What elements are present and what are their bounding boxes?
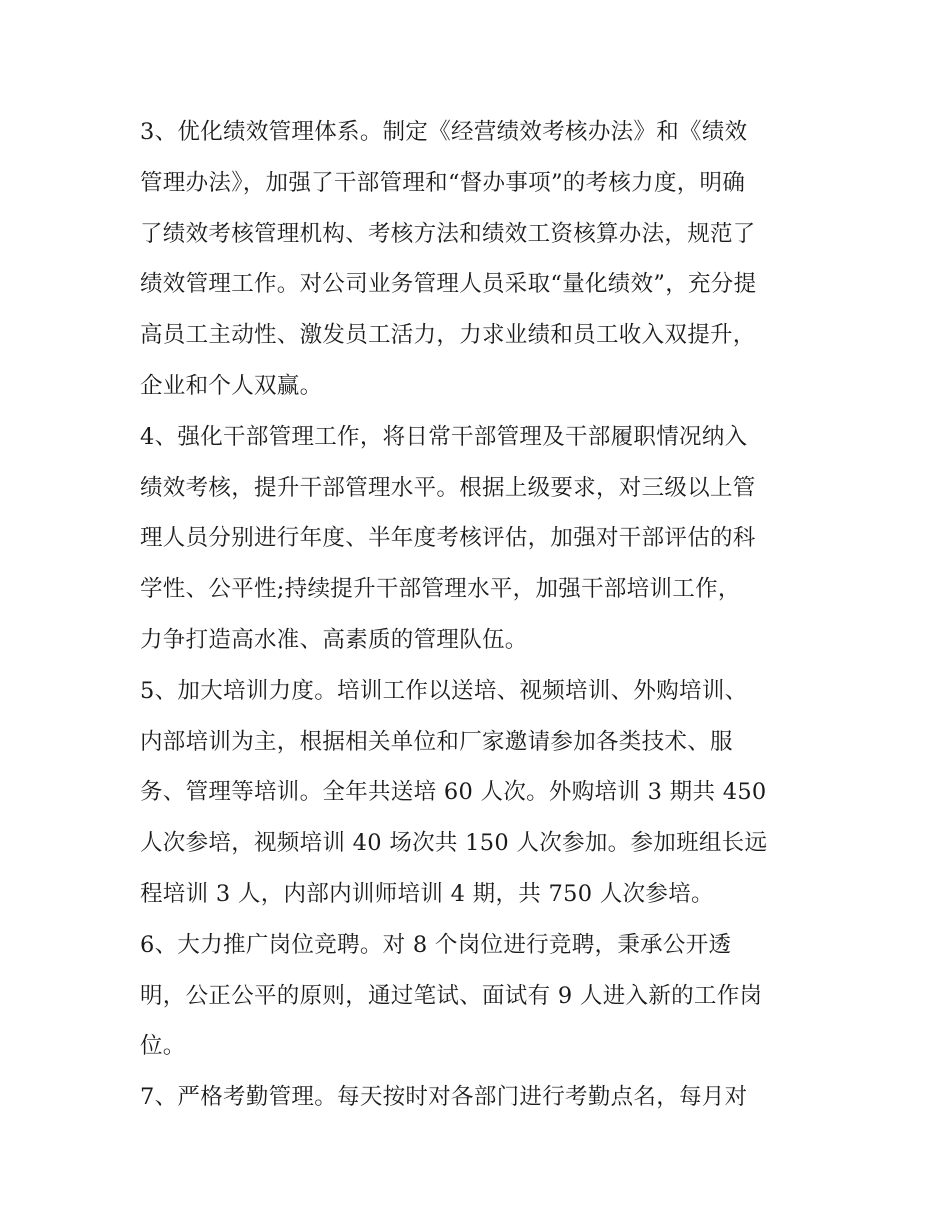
text-line: 学性、公平性;持续提升干部管理水平，加强干部培训工作， [140, 576, 741, 603]
text-line: 管理办法》，加强了干部管理和“督办事项”的考核力度，明确 [140, 169, 746, 196]
text-line: 明，公正公平的原则，通过笔试、面试有 9 人进入新的工作岗 [140, 982, 763, 1009]
text-line: 绩效考核，提升干部管理水平。根据上级要求，对三级以上管 [140, 474, 756, 501]
text-line: 6、大力推广岗位竞聘。对 8 个岗位进行竞聘，秉承公开透 [140, 931, 732, 958]
text-line: 高员工主动性、激发员工活力，力求业绩和员工收入双提升， [140, 322, 756, 349]
text-line: 了绩效考核管理机构、考核方法和绩效工资核算办法，规范了 [140, 220, 756, 247]
text-line: 力争打造高水准、高素质的管理队伍。 [140, 626, 528, 653]
text-line: 程培训 3 人，内部内训师培训 4 期，共 750 人次参培。 [140, 880, 714, 907]
text-line: 企业和个人双赢。 [140, 372, 323, 399]
text-line: 内部培训为主，根据相关单位和厂家邀请参加各类技术、服 [140, 728, 733, 755]
text-line: 位。 [140, 1033, 186, 1060]
text-line: 5、加大培训力度。培训工作以送培、视频培训、外购培训、 [140, 677, 748, 704]
text-line: 务、管理等培训。全年共送培 60 人次。外购培训 3 期共 450 [140, 779, 767, 806]
text-line: 7、严格考勤管理。每天按时对各部门进行考勤点名，每月对 [140, 1084, 748, 1111]
text-line: 4、强化干部管理工作，将日常干部管理及干部履职情况纳入 [140, 423, 748, 450]
text-line: 人次参培，视频培训 40 场次共 150 人次参加。参加班组长远 [140, 830, 768, 857]
text-line: 3、优化绩效管理体系。制定《经营绩效考核办法》和《绩效 [140, 119, 748, 145]
document-body [140, 107, 820, 1123]
text-line: 理人员分别进行年度、半年度考核评估，加强对干部评估的科 [140, 525, 756, 552]
text-line: 绩效管理工作。对公司业务管理人员采取“量化绩效”，充分提 [140, 271, 757, 298]
